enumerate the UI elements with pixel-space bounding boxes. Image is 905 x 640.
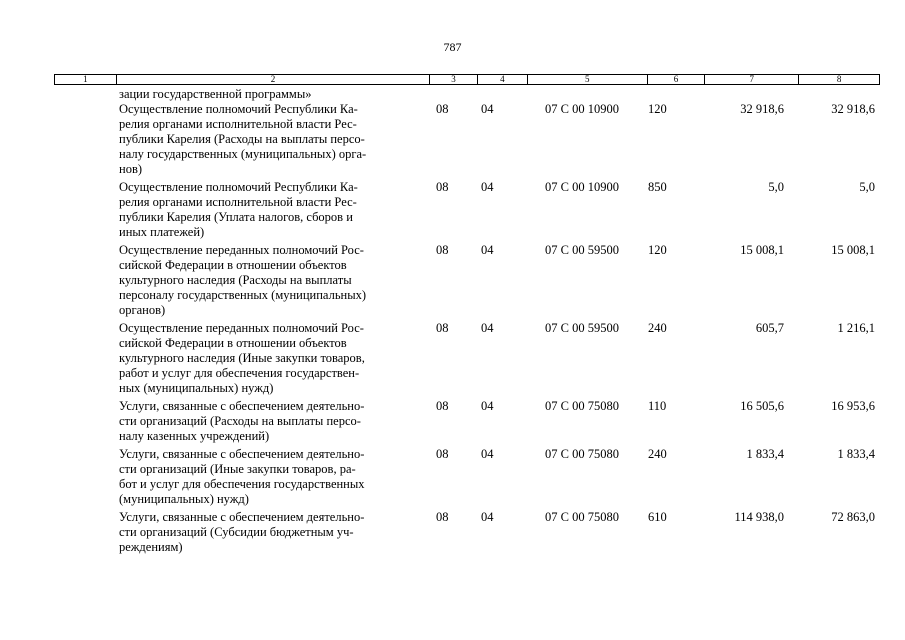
expense-type-code: 850	[648, 180, 667, 194]
table-row	[0, 321, 905, 396]
row-description: Осуществление переданных полномочий Рос- сийской Федерации в отношении объектов культурного наследия (Иные закупки товаров, работ и услуг для обеспечения государствен- ных (муниципальных) нужд)	[119, 321, 365, 395]
target-article-code: 07 С 00 59500	[545, 243, 619, 257]
expense-type-code: 110	[648, 399, 667, 413]
target-article-code: 07 С 00 75080	[545, 399, 619, 413]
subsection-code: 04	[481, 180, 494, 194]
expense-type-code: 240	[648, 321, 667, 335]
amount-col7: 32 918,6	[740, 102, 784, 116]
amount-col8: 5,0	[859, 180, 875, 194]
target-article-code: 07 С 00 59500	[545, 321, 619, 335]
subsection-code: 04	[481, 447, 494, 461]
amount-col7: 5,0	[768, 180, 784, 194]
table-row	[0, 510, 905, 555]
subsection-code: 04	[481, 243, 494, 257]
amount-col8: 32 918,6	[831, 102, 875, 116]
table-row	[0, 243, 905, 318]
section-code: 08	[436, 510, 449, 524]
table-row	[0, 447, 905, 507]
row-description: Услуги, связанные с обеспечением деятельно- сти организаций (Иные закупки товаров, ра- бот и услуг для обеспечения государственных (муниципальных) нужд)	[119, 447, 365, 506]
amount-col7: 114 938,0	[734, 510, 784, 524]
section-code: 08	[436, 321, 449, 335]
column-header-7: 7	[705, 75, 799, 84]
amount-col7: 605,7	[755, 321, 784, 335]
amount-col8: 15 008,1	[831, 243, 875, 257]
amount-col8: 1 833,4	[837, 447, 875, 461]
table-row	[0, 399, 905, 444]
amount-col8: 72 863,0	[831, 510, 875, 524]
row-container	[0, 102, 905, 555]
row-description: Осуществление переданных полномочий Рос- сийской Федерации в отношении объектов культурного наследия (Расходы на выплаты персоналу государственных (муниципальных) органов)	[119, 243, 367, 317]
row-description: Осуществление полномочий Республики Ка- релия органами исполнительной власти Рес- публики Карелия (Уплата налогов, сборов и иных платежей)	[119, 180, 358, 239]
expense-type-code: 610	[648, 510, 667, 524]
column-header-5: 5	[528, 75, 648, 84]
page-number: 787	[443, 40, 462, 54]
amount-col7: 15 008,1	[740, 243, 784, 257]
section-code: 08	[436, 180, 449, 194]
row-description: Услуги, связанные с обеспечением деятельно- сти организаций (Расходы на выплаты персо- налу казенных учреждений)	[119, 399, 365, 443]
target-article-code: 07 С 00 75080	[545, 510, 619, 524]
column-header-8: 8	[836, 74, 842, 84]
target-article-code: 07 С 00 10900	[545, 180, 619, 194]
expense-type-code: 120	[648, 243, 667, 257]
column-header-1: 1	[55, 75, 117, 84]
amount-col7: 1 833,4	[746, 447, 784, 461]
table-row	[0, 180, 905, 240]
table-row	[0, 102, 905, 177]
subsection-code: 04	[481, 399, 494, 413]
section-code: 08	[436, 102, 449, 116]
amount-col8: 16 953,6	[831, 399, 875, 413]
subsection-code: 04	[481, 102, 494, 116]
column-header-6: 6	[648, 75, 706, 84]
table-header	[54, 74, 880, 85]
section-code: 08	[436, 399, 449, 413]
subsection-code: 04	[481, 510, 494, 524]
continuation-text: зации государственной программы»	[119, 87, 312, 101]
continuation-row	[0, 87, 905, 102]
amount-col7: 16 505,6	[740, 399, 784, 413]
column-header-4: 4	[478, 75, 528, 84]
target-article-code: 07 С 00 75080	[545, 447, 619, 461]
subsection-code: 04	[481, 321, 494, 335]
expense-type-code: 120	[648, 102, 667, 116]
column-header-3: 3	[430, 75, 478, 84]
row-description: Услуги, связанные с обеспечением деятельно- сти организаций (Субсидии бюджетным уч- реждениям)	[119, 510, 365, 554]
expense-type-code: 240	[648, 447, 667, 461]
section-code: 08	[436, 447, 449, 461]
amount-col8: 1 216,1	[837, 321, 875, 335]
section-code: 08	[436, 243, 449, 257]
column-header-2: 2	[117, 75, 430, 84]
target-article-code: 07 С 00 10900	[545, 102, 619, 116]
table-body	[0, 87, 905, 555]
row-description: Осуществление полномочий Республики Ка- релия органами исполнительной власти Рес- публики Карелия (Расходы на выплаты персо- налу государственных (муниципальных) орга- нов)	[119, 102, 367, 176]
